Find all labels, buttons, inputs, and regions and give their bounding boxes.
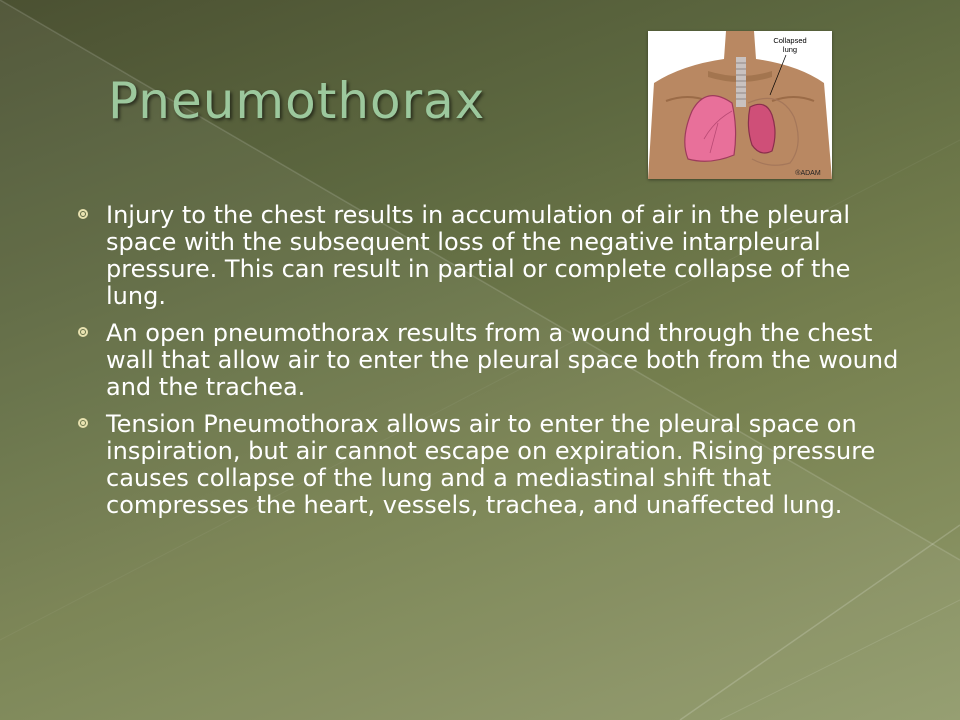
bullet-text: Tension Pneumothorax allows air to enter the pleural space on inspiration, but air cannot escape on expiration. Rising pressure causes collapse of the lung and a mediastinal shift that compresses the heart, vessels, trachea, and unaffected lung. <box>106 410 876 519</box>
bullet-item <box>70 202 900 310</box>
bullet-icon <box>78 327 88 337</box>
bullet-text: Injury to the chest results in accumulation of air in the pleural space with the subsequent loss of the negative intarpleural pressure. This can result in partial or complete collapse of the lung. <box>106 201 851 310</box>
bullet-list <box>70 202 900 529</box>
collapsed-label-line2: lung <box>782 45 798 54</box>
adam-credit: ®ADAM <box>795 170 821 177</box>
bullet-item <box>70 411 900 519</box>
bullet-icon <box>78 418 88 428</box>
bullet-item <box>70 320 900 401</box>
bullet-text: An open pneumothorax results from a wound through the chest wall that allow air to enter the pleural space both from the wound and the trachea. <box>106 319 899 401</box>
bullet-icon <box>78 209 88 219</box>
collapsed-label-line1: Collapsed <box>773 36 807 45</box>
collapsed-lung-illustration <box>648 31 832 179</box>
slide-title: Pneumothorax <box>108 72 486 130</box>
